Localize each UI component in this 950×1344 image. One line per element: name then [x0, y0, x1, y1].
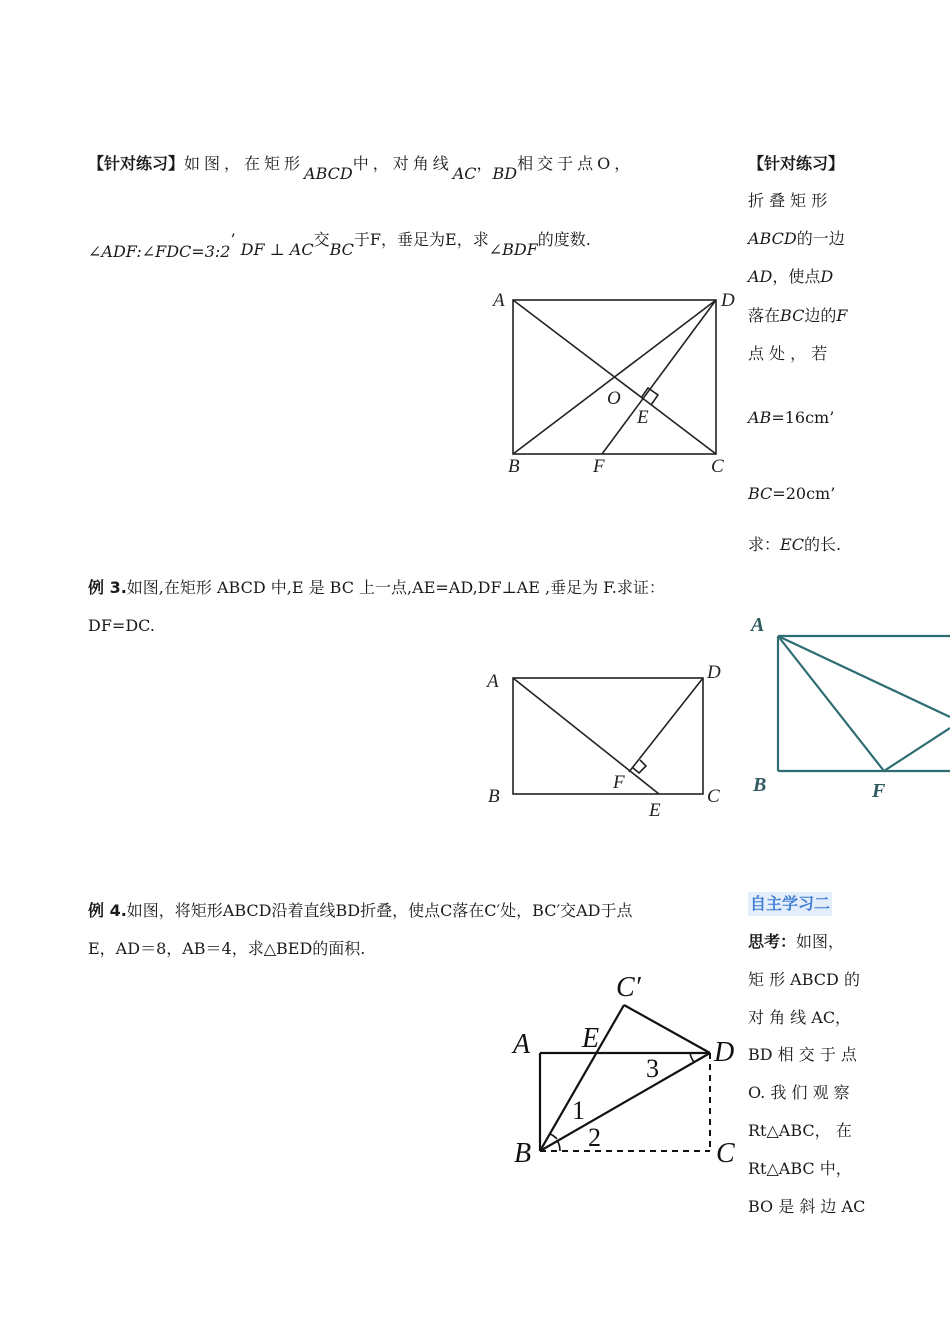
text-segment: 落在 [748, 306, 781, 325]
example4-line1 [88, 899, 633, 923]
example4-line2: E，AD＝8，AB＝4，求△BED的面积. [88, 939, 366, 958]
fig3-angle-arc-1 [550, 1134, 557, 1139]
fig2-label-a: A [487, 671, 499, 692]
fig3-label-e: E [582, 1023, 600, 1054]
text-segment: =16cm’ [771, 408, 835, 427]
example4-text: 如图，将矩形ABCD沿着直线BD折叠，使点C落在C′处，BC′交AD于点 [126, 901, 633, 920]
fig1-label-f: F [593, 456, 605, 477]
sidebar1-line2 [748, 227, 845, 251]
text-segment: 的长. [803, 535, 842, 554]
sidebar2-line3: 对 角 线 AC， [748, 1008, 852, 1027]
side-fig-line-af [778, 636, 884, 771]
fig3-line-bd [540, 1053, 710, 1151]
text-italic: EC [780, 535, 804, 554]
fig1-label-b: B [508, 456, 520, 477]
sidebar1-line7 [748, 482, 835, 506]
side-bc: BC [329, 240, 354, 259]
fig2-label-d: D [707, 662, 721, 683]
text-italic: BC [780, 306, 805, 325]
fig2-label-c: C [707, 786, 720, 807]
sidebar2-line5: O. 我 们 观 察 [748, 1083, 850, 1102]
diag-ac: AC [452, 164, 477, 183]
text-italic: BC [748, 484, 773, 503]
text-italic: D [820, 267, 834, 286]
text-segment: 于F，垂足为E，求 [353, 230, 489, 249]
text-segment: 中，对角线 [352, 154, 453, 173]
angle-bdf: ∠BDF [488, 240, 538, 259]
angle-ratio: ∠ADF:∠FDC=3:2 [88, 242, 231, 261]
fig3-label-c: C [716, 1138, 735, 1169]
fig3-angle-arc-2 [557, 1140, 560, 1151]
sidebar2-title: 自主学习二 [748, 892, 832, 916]
sidebar1-line5: 点 处 ， 若 [748, 344, 828, 363]
text-segment: 如图，在矩形 [184, 154, 305, 173]
side-fig-line-fe [884, 728, 950, 771]
fig3-label-d: D [714, 1037, 735, 1068]
fig1-label-e: E [637, 407, 649, 428]
fig1-line-df [602, 300, 716, 454]
example3-line2: DF=DC. [88, 616, 155, 635]
sidebar2-line7: Rt△ABC 中， [748, 1159, 852, 1178]
sidebar1-line8 [748, 533, 841, 557]
fig2-label-f: F [613, 772, 625, 793]
text-segment: =20cm’ [772, 484, 836, 503]
practice-label: 【针对练习】 [88, 154, 185, 173]
fig3-label-3: 3 [646, 1054, 659, 1083]
fig3-label-a: A [513, 1029, 531, 1060]
fig2-line-ae [513, 678, 659, 794]
sidebar1-line3 [748, 265, 833, 289]
example4-label: 例 4. [88, 901, 127, 920]
sidebar1-line4 [748, 304, 847, 328]
fig1-label-a: A [493, 290, 505, 311]
side-fig-label-b: B [753, 774, 767, 796]
sidebar2-line1 [748, 930, 844, 954]
text-italic: AB [748, 408, 772, 427]
text-bold: 思考： [748, 932, 797, 951]
fig3-label-1: 1 [572, 1096, 585, 1125]
side-fig-label-f: F [872, 780, 886, 802]
example3-text: 如图,在矩形 ABCD 中,E 是 BC 上一点,AE=AD,DF⊥AE ,垂足为 F.求证： [126, 578, 665, 597]
fig2-label-b: B [488, 786, 500, 807]
text-segment: 边的 [804, 306, 837, 325]
sidebar1-title: 【针对练习】 [748, 154, 845, 173]
text-segment: ，使点 [772, 267, 821, 286]
text-segment: 的一边 [796, 229, 845, 248]
rect-name: ABCD [304, 164, 353, 183]
fig3-angle-arc-3 [690, 1053, 694, 1062]
example3-line1 [88, 576, 665, 600]
fig3-line-cpd [624, 1005, 710, 1053]
sidebar2-line6: Rt△ABC， 在 [748, 1121, 852, 1140]
side-fig-label-a: A [751, 614, 765, 636]
sidebar1-line1: 折 叠 矩 形 [748, 191, 828, 210]
side-fig-line-ae [778, 636, 950, 717]
fig2-label-e: E [649, 800, 661, 821]
sidebar2-line2: 矩 形 ABCD 的 [748, 970, 860, 989]
text-segment: ’ [230, 230, 236, 249]
perp-statement: DF ⊥ AC [240, 240, 314, 259]
fig1-label-d: D [721, 290, 735, 311]
text-segment: 交 [313, 230, 330, 249]
example3-label: 例 3. [88, 578, 127, 597]
sidebar2-line4: BD 相 交 于 点 [748, 1045, 857, 1064]
fig1-label-o: O [607, 388, 621, 409]
fig3-label-cprime: C′ [616, 972, 641, 1003]
text-italic: F [836, 306, 848, 325]
fig3-label-2: 2 [588, 1123, 601, 1152]
text-segment: 的度数. [537, 230, 591, 249]
text-segment: 求： [748, 535, 781, 554]
text-segment: 如图， [796, 932, 845, 951]
diag-bd: BD [492, 164, 518, 183]
fig2-line-df [629, 678, 703, 772]
text-italic: AD [748, 267, 773, 286]
fig3-label-b: B [514, 1138, 532, 1169]
fig2-rect [513, 678, 703, 794]
text-italic: ABCD [748, 229, 797, 248]
fig1-label-c: C [711, 456, 724, 477]
sidebar2-line8: BO 是 斜 边 AC [748, 1197, 866, 1216]
text-segment: ， [476, 154, 493, 173]
sidebar1-line6 [748, 406, 834, 430]
text-segment: 相交于点O， [517, 154, 635, 173]
